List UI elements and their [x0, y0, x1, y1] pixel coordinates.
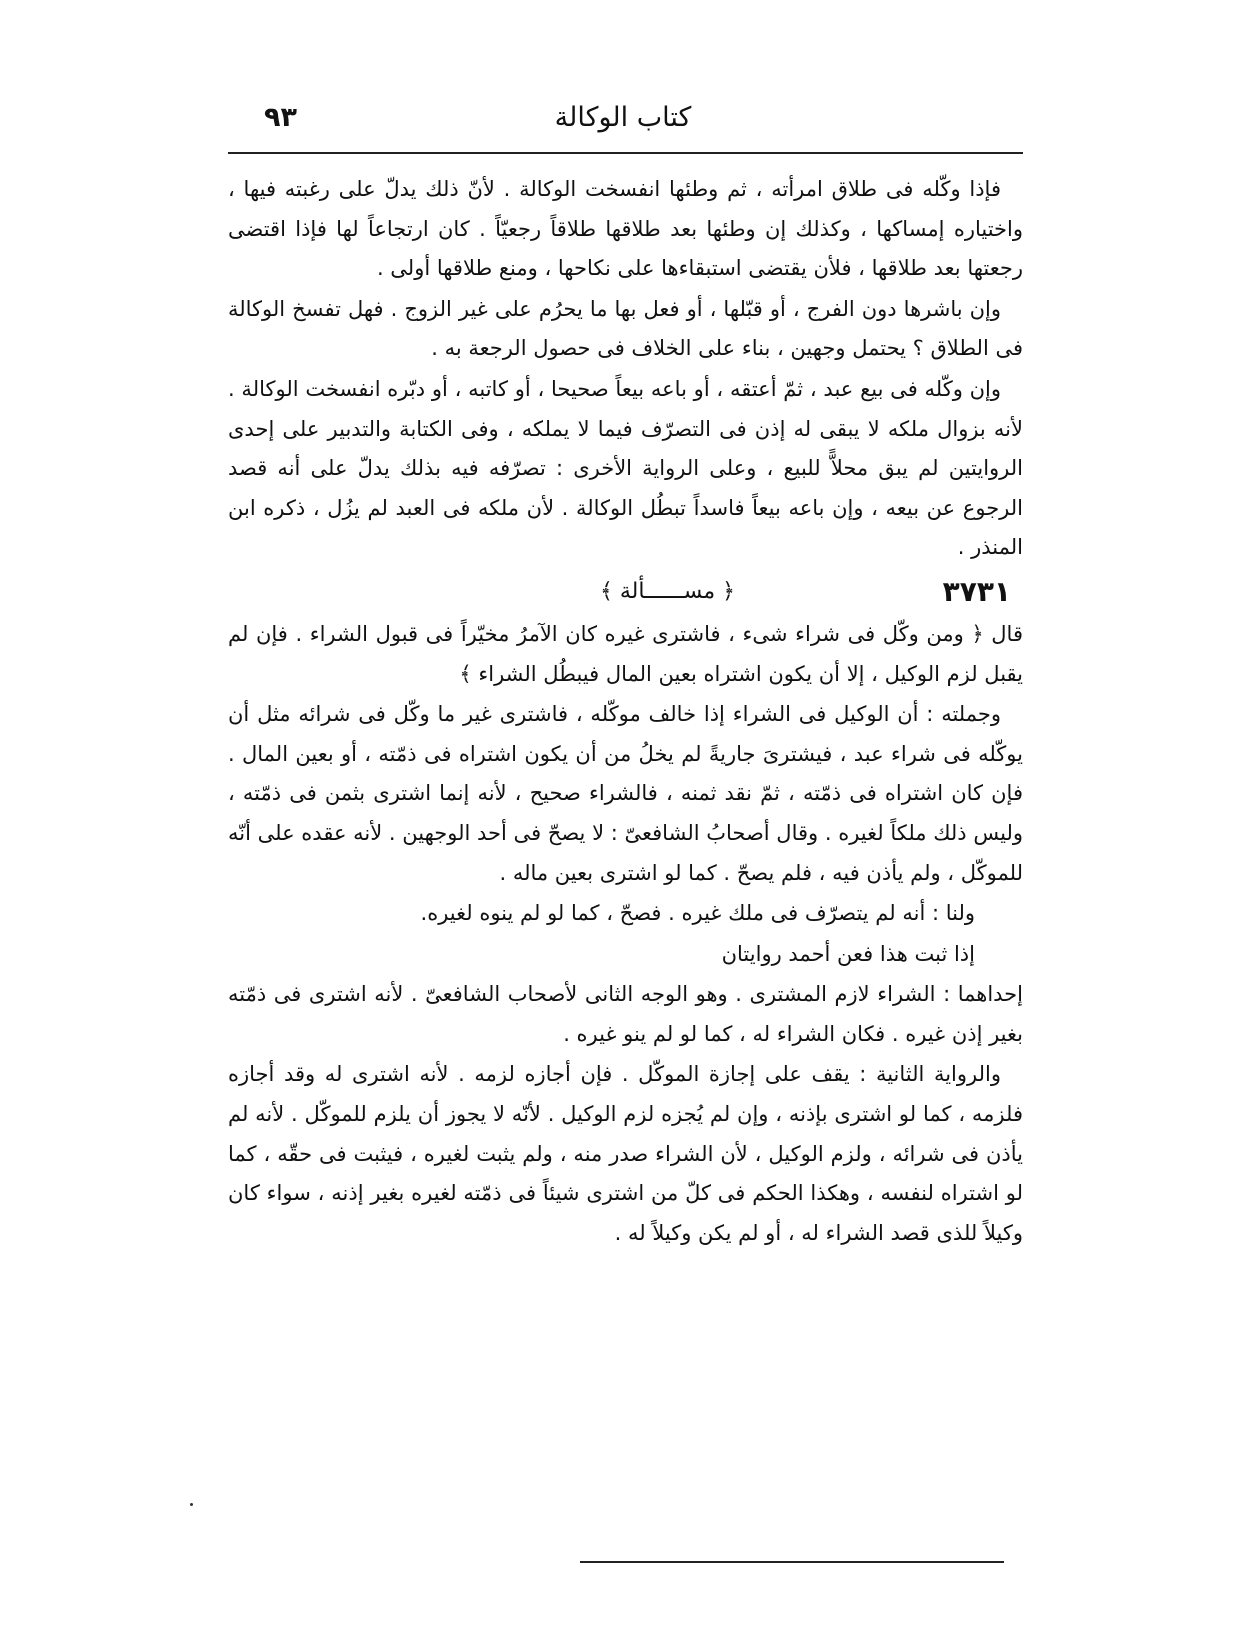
- paragraph-ihdahuma: إحداهما : الشراء لازم المشترى . وهو الوجه الثانى لأصحاب الشافعىّ . لأنه اشترى فى ذمّته بغير إذن غيره . فكان الشراء له ، كما لو لم ينو غيره .: [228, 982, 1023, 1046]
- scan-speck: [190, 1503, 193, 1506]
- paragraph-wa-lana: ولنا : أنه لم يتصرّف فى ملك غيره . فصحّ ، كما لو لم ينوه لغيره.: [420, 901, 975, 926]
- paragraph-matn-quote: قال ﴿ ومن وكّل فى شراء شىء ، فاشترى غيره كان الآمرُ مخيّراً فى قبول الشراء . فإن لم يقبل لزم الوكيل ، إلا أن يكون اشتراه بعين المال فيبطُل الشراء ﴾: [228, 621, 1023, 686]
- page-body: [228, 170, 1023, 1254]
- paragraph-bay-abd: وإن وكّله فى بيع عبد ، ثمّ أعتقه ، أو باعه بيعاً صحيحا ، أو كاتبه ، أو دبّره انفسخت الوكالة . لأنه بزوال ملكه لا يبقى له إذن فى التصرّف فيما لا يملكه ، وفى الكتابة والتدبير على إحدى الروايتين لم يبق محلاًّ للبيع ، وعلى الرواية الأخرى : تصرّفه فيه بذلك يدلّ على أنه قصد الرجوع عن بيعه ، وإن باعه بيعاً فاسداً تبطُل الوكالة . لأن ملكه فى العبد لم يزُل ، ذكره ابن المنذر .: [228, 376, 1023, 560]
- chapter-title: كتاب الوكالة: [554, 102, 692, 133]
- paragraph-wakala-talaq: فإذا وكّله فى طلاق امرأته ، ثم وطئها انفسخت الوكالة . لأنّ ذلك يدلّ على رغبته فيها ، واختياره إمساكها ، وكذلك إن وطئها بعد طلاقها طلاقاً رجعيّاً . كان ارتجاعاً لها فإذا اقتضى رجعتها بعد طلاقها ، فلأن يقتضى استبقاءها على نكاحها ، ومنع طلاقها أولى .: [228, 177, 1023, 281]
- paragraph-riwayatan: إذا ثبت هذا فعن أحمد روايتان: [721, 941, 975, 966]
- page-number: ٩٣: [264, 102, 297, 133]
- paragraph-riwaya-thaniya: والرواية الثانية : يقف على إجازة الموكّل . فإن أجازه لزمه . لأنه اشترى له وقد أجازه فلزمه ، كما لو اشترى بإذنه ، وإن لم يُجزه لزم الوكيل . لأنّه لا يجوز أن يلزم للموكّل . لأنه لم يأذن فى شرائه ، ولزم الوكيل ، لأن الشراء صدر منه ، ولم يثبت لغيره ، فيثبت فى حقّه ، كما لو اشتراه لنفسه ، وهكذا الحكم فى كلّ من اشترى شيئاً فى ذمّته لغيره بغير إذنه ، سواء كان وكيلاً للذى قصد الشراء له ، أو لم يكن وكيلاً له .: [228, 1062, 1023, 1245]
- footer-divider: [580, 1561, 1004, 1563]
- running-header: [228, 98, 1018, 142]
- paragraph-mubashara: وإن باشرها دون الفرج ، أو قبّلها ، أو فعل بها ما يحرُم على غير الزوج . فهل تفسخ الوكالة فى الطلاق ؟ يحتمل وجهين ، بناء على الخلاف فى حصول الرجعة به .: [228, 296, 1023, 361]
- header-divider: [228, 152, 1023, 154]
- paragraph-jumlatuhu: وجملته : أن الوكيل فى الشراء إذا خالف موكّله ، فاشترى غير ما وكّل فى شرائه مثل أن يوكّله فى شراء عبد ، فيشترىَ جاريةً لم يخلُ من أن يكون اشتراه فى ذمّته ، أو بعين المال . فإن كان اشتراه فى ذمّته ، ثمّ نقد ثمنه ، فالشراء صحيح ، لأنه إنما اشترى بثمن فى ذمّته ، وليس ذلك ملكاً لغيره . وقال أصحابُ الشافعىّ : لا يصحّ فى أحد الوجهين . لأنه عقده على أنّه للموكّل ، ولم يأذن فيه ، فلم يصحّ . كما لو اشترى بعين ماله .: [228, 702, 1023, 885]
- masala-heading: [228, 572, 1023, 612]
- masala-number: ٣٧٣١: [942, 574, 1011, 608]
- masala-title: ﴿ مســــــألة ﴾: [600, 578, 736, 604]
